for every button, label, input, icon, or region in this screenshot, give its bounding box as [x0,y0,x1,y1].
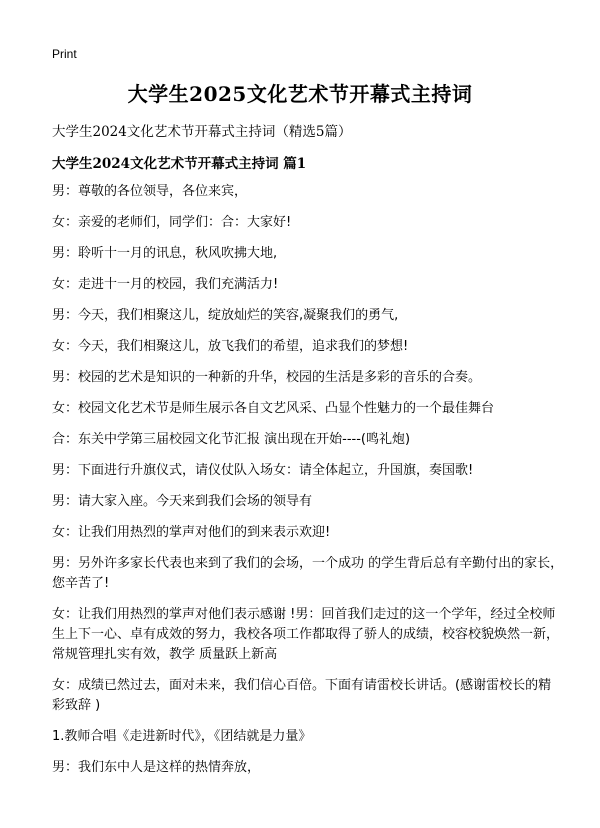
paragraph: 女：走进十一月的校园，我们充满活力! [52,277,279,292]
paragraph: 男：尊敬的各位领导，各位来宾， [52,184,248,199]
document-subtitle: 大学生2024文化艺术节开幕式主持词（精选5篇） [52,124,352,140]
paragraph: 女：亲爱的老师们，同学们：合：大家好! [52,215,292,230]
paragraph: 男：下面进行升旗仪式，请仪仗队入场女：请全体起立，升国旗，奏国歌! [52,463,474,478]
paragraph: 男：今天，我们相聚这儿，绽放灿烂的笑容,凝聚我们的勇气, [52,308,399,323]
paragraph: 合：东关中学第三届校园文化节汇报 演出现在开始----(鸣礼炮) [52,432,411,447]
paragraph: 女：今天，我们相聚这儿，放飞我们的希望，追求我们的梦想! [52,339,409,354]
document-title: 大学生2025文化艺术节开幕式主持词 [127,82,473,106]
paragraph: 女：成绩已然过去，面对未来，我们信心百倍。下面有请雷校长讲话。(感谢雷校长的精彩致辞 ) [52,678,552,713]
paragraph: 女：让我们用热烈的掌声对他们表示感谢 !男：回首我们走过的这一个学年，经过全校师生上下一心、卓有成效的努力，我校各项工作都取得了骄人的成绩，校容校貌焕然一新，常规管理扎实有效，教学 质量跃上新高 [52,607,560,662]
paragraph: 女：校园文化艺术节是师生展示各自文艺风采、凸显个性魅力的一个最佳舞台 [52,401,495,416]
paragraph: 1.教师合唱《走进新时代》，《团结就是力量》 [52,729,312,744]
paragraph: 女：让我们用热烈的掌声对他们的到来表示欢迎! [52,525,331,540]
paragraph: 男：请大家入座。今天来到我们会场的领导有 [52,494,313,509]
paragraph: 男：聆听十一月的讯息，秋风吹拂大地, [52,246,278,261]
paragraph: 男：校园的艺术是知识的一种新的升华，校园的生活是多彩的音乐的合奏。 [52,370,482,385]
document-body [52,182,564,789]
paragraph: 男：我们东中人是这样的热情奔放， [52,760,261,775]
section-heading: 大学生2024文化艺术节开幕式主持词 篇1 [52,156,307,172]
paragraph: 男：另外许多家长代表也来到了我们的会场，一个成功 的学生背后总有辛勤付出的家长，您辛苦了! [52,556,564,591]
print-label: Print [52,47,77,61]
